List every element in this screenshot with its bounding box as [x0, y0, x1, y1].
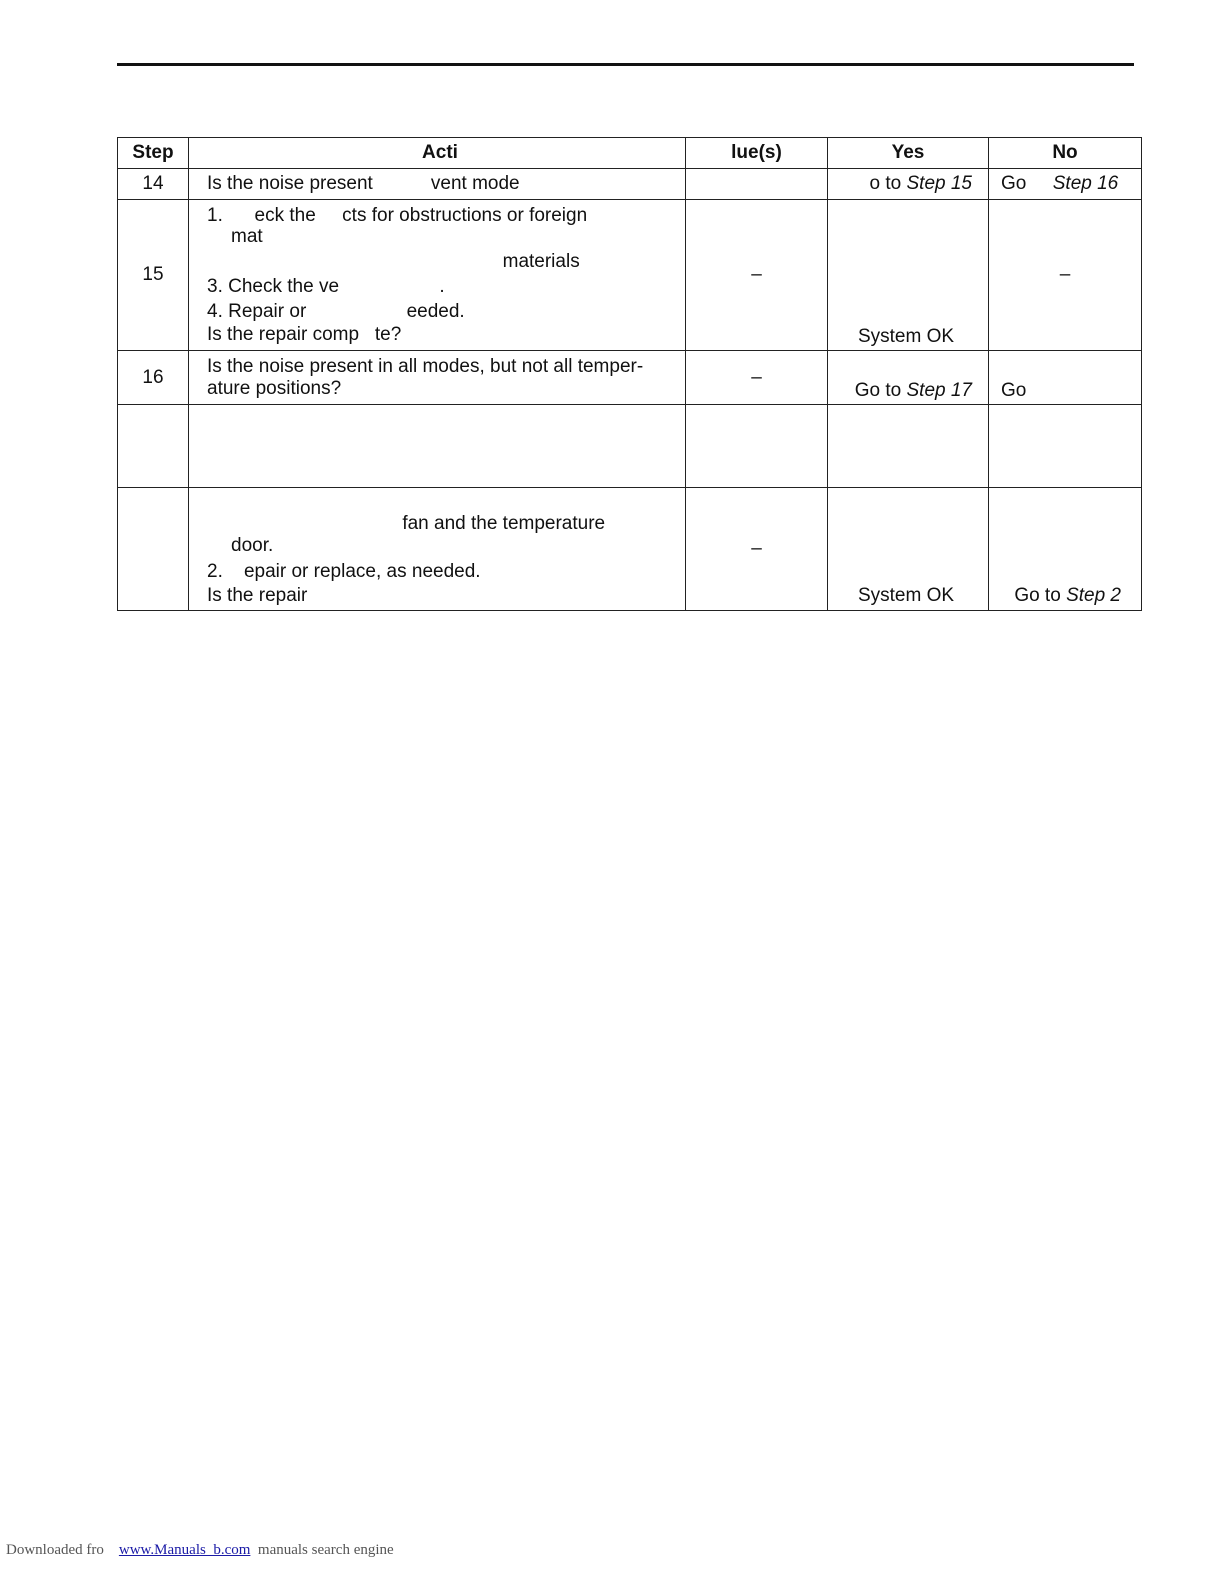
- yes-cell: [828, 351, 989, 405]
- table-row: [118, 351, 1142, 405]
- table-row: [118, 488, 1142, 611]
- step-number: [118, 488, 189, 611]
- step-number: 16: [118, 351, 189, 405]
- no-cell: [989, 405, 1142, 488]
- diagnostic-table: [117, 137, 1142, 611]
- download-footer: [6, 1542, 394, 1559]
- no-cell: [989, 169, 1142, 200]
- table-header-row: [118, 138, 1142, 169]
- action-cell: [189, 488, 686, 611]
- no-step-ref: Step 2: [1066, 585, 1121, 606]
- yes-text: System OK: [857, 585, 955, 606]
- no-cell: –: [989, 200, 1142, 351]
- action-line: Is the noise present in all modes, but not all temper-: [207, 355, 644, 377]
- yes-text: o to: [869, 173, 907, 194]
- action-line: ature positions?: [207, 377, 342, 399]
- table-row: [118, 169, 1142, 200]
- action-line: 3. Check the ve .: [207, 276, 445, 297]
- header-action: Acti: [189, 138, 686, 169]
- action-line: 2. epair or replace, as needed.: [207, 561, 481, 582]
- yes-step-ref: Step 15: [906, 173, 972, 194]
- value-cell: –: [686, 488, 828, 611]
- yes-cell: [828, 169, 989, 200]
- yes-text: System OK: [857, 326, 955, 347]
- step-number: [118, 405, 189, 488]
- yes-text: Go to: [854, 380, 907, 401]
- action-cell: [189, 200, 686, 351]
- action-line: door.: [231, 535, 274, 556]
- yes-cell: [828, 405, 989, 488]
- action-line: 1. eck the cts for obstructions or foreign: [207, 205, 588, 226]
- action-line: Is the noise present vent mode: [207, 173, 520, 194]
- yes-step-ref: Step 17: [906, 380, 972, 401]
- action-line: Is the repair comp te?: [207, 324, 402, 345]
- action-line: materials: [207, 251, 580, 272]
- header-values: lue(s): [686, 138, 828, 169]
- yes-cell: [828, 200, 989, 351]
- no-cell: [989, 488, 1142, 611]
- action-line: 4. Repair or eeded.: [207, 301, 465, 322]
- manuals-link[interactable]: www.Manuals b.com: [118, 1542, 251, 1558]
- value-cell: [686, 169, 828, 200]
- footer-prefix: Downloaded fro: [6, 1542, 104, 1558]
- value-cell: –: [686, 200, 828, 351]
- step-number: 15: [118, 200, 189, 351]
- header-yes: Yes: [828, 138, 989, 169]
- no-text: Go to: [1014, 585, 1067, 606]
- action-cell: [189, 405, 686, 488]
- no-step-ref: Step 16: [1052, 173, 1119, 194]
- header-step: Step: [118, 138, 189, 169]
- value-cell: [686, 405, 828, 488]
- action-cell: [189, 169, 686, 200]
- value-cell: –: [686, 351, 828, 405]
- header-no: No: [989, 138, 1142, 169]
- no-text: Go: [1001, 173, 1053, 194]
- action-cell: [189, 351, 686, 405]
- top-rule: [117, 63, 1134, 66]
- footer-suffix: manuals search engine: [257, 1542, 394, 1558]
- no-cell: Go: [989, 351, 1142, 405]
- action-line: Is the repair: [207, 585, 308, 606]
- step-number: 14: [118, 169, 189, 200]
- action-line: mat: [231, 226, 263, 247]
- table-row: [118, 405, 1142, 488]
- yes-cell: [828, 488, 989, 611]
- action-line: fan and the temperature: [207, 513, 606, 534]
- table-row: [118, 200, 1142, 351]
